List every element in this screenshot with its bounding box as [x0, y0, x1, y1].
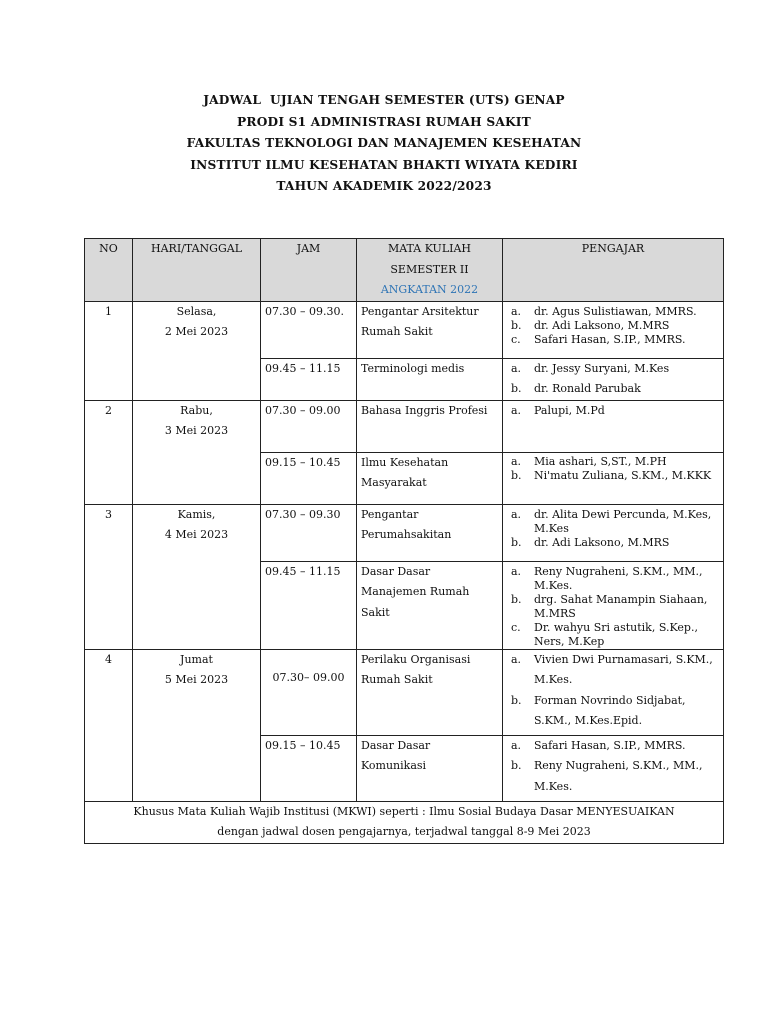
note-line-2: dengan jadwal dosen pengajarnya, terjadwal tanggal 8-9 Mei 2023: [217, 825, 591, 838]
session-teachers: [503, 735, 724, 801]
header-time: JAM: [261, 239, 357, 302]
day-name: Jumat: [180, 652, 213, 666]
row-no: 1: [85, 301, 133, 400]
session-course: Pengantar Arsitektur Rumah Sakit: [357, 301, 503, 358]
list-item: b. Forman Novrindo Sidjabat, S.KM., M.Kes.Epid.: [511, 693, 686, 727]
session-teachers: [503, 561, 724, 649]
session-teachers: [503, 358, 724, 400]
header-course-line-1: MATA KULIAH: [387, 242, 472, 255]
header-course-line-2: SEMESTER II: [390, 262, 469, 276]
note-line-1: Khusus Mata Kuliah Wajib Institusi (MKWI) seperti : Ilmu Sosial Budaya Dasar MENYESUAIKAN: [133, 804, 675, 818]
day-name: Selasa,: [176, 304, 217, 318]
session-course: Dasar Dasar Komunikasi: [357, 735, 503, 801]
list-item: a. dr. Alita Dewi Percunda, M.Kes, M.Kes: [511, 507, 712, 535]
title-line-2: PRODI S1 ADMINISTRASI RUMAH SAKIT: [237, 114, 531, 129]
session-time: 09.15 – 10.45: [261, 452, 357, 504]
header-no: NO: [85, 239, 133, 302]
row-day: [133, 504, 261, 649]
title-line-1: JADWAL UJIAN TENGAH SEMESTER (UTS) GENAP: [203, 93, 565, 107]
row-no: 3: [85, 504, 133, 649]
session-teachers: [503, 400, 724, 452]
day-date: 5 Mei 2023: [164, 673, 229, 686]
list-item: c. Safari Hasan, S.IP., MMRS.: [511, 332, 686, 346]
list-item: b. drg. Sahat Manampin Siahaan, M.MRS: [511, 592, 708, 620]
mkwi-note: [85, 801, 724, 843]
session-time: 07.30 – 09.00: [261, 400, 357, 452]
document-title: [0, 90, 768, 198]
list-item: a. Reny Nugraheni, S.KM., MM., M.Kes.: [511, 564, 703, 592]
day-name: Rabu,: [180, 403, 213, 417]
table-row: [85, 301, 724, 358]
session-course: Perilaku Organisasi Rumah Sakit: [357, 649, 503, 735]
header-course: [357, 239, 503, 302]
header-course-line-3: ANGKATAN 2022: [380, 283, 479, 296]
table-row: [85, 649, 724, 735]
session-course: Ilmu Kesehatan Masyarakat: [357, 452, 503, 504]
list-item: b. dr. Ronald Parubak: [511, 382, 641, 395]
session-teachers: [503, 452, 724, 504]
session-course: Terminologi medis: [357, 358, 503, 400]
list-item: a. Vivien Dwi Purnamasari, S.KM., M.Kes.: [511, 652, 713, 686]
session-teachers: [503, 649, 724, 735]
session-time: 09.45 – 11.15: [261, 561, 357, 649]
table-header-row: [85, 239, 724, 302]
list-item: a. dr. Agus Sulistiawan, MMRS.: [511, 304, 697, 318]
list-item: a. Safari Hasan, S.IP., MMRS.: [511, 738, 686, 752]
row-day: [133, 649, 261, 801]
day-date: 2 Mei 2023: [164, 325, 229, 338]
list-item: b. Reny Nugraheni, S.KM., MM., M.Kes.: [511, 759, 703, 793]
session-time: 07.30 – 09.30: [261, 504, 357, 561]
row-day: [133, 400, 261, 504]
row-no: 2: [85, 400, 133, 504]
title-line-3: FAKULTAS TEKNOLOGI DAN MANAJEMEN KESEHATAN: [186, 136, 582, 150]
table-row: [85, 400, 724, 452]
session-time: 09.45 – 11.15: [261, 358, 357, 400]
title-line-5: TAHUN AKADEMIK 2022/2023: [276, 179, 492, 193]
list-item: a. dr. Jessy Suryani, M.Kes: [511, 361, 670, 375]
session-teachers: [503, 504, 724, 561]
list-item: b. Ni'matu Zuliana, S.KM., M.KKK: [511, 468, 712, 482]
schedule-table: [84, 238, 724, 844]
list-item: b. dr. Adi Laksono, M.MRS: [511, 535, 670, 549]
session-course: Pengantar Perumahsakitan: [357, 504, 503, 561]
session-teachers: [503, 301, 724, 358]
day-name: Kamis,: [177, 507, 216, 521]
session-course: Dasar Dasar Manajemen Rumah Sakit: [357, 561, 503, 649]
session-time: 09.15 – 10.45: [261, 735, 357, 801]
day-date: 3 Mei 2023: [164, 424, 229, 437]
list-item: a. Mia ashari, S,ST., M.PH: [511, 454, 667, 468]
header-day: HARI/TANGGAL: [133, 239, 261, 302]
day-date: 4 Mei 2023: [164, 528, 229, 541]
table-row: [85, 504, 724, 561]
list-item: a. Palupi, M.Pd: [511, 403, 605, 417]
row-day: [133, 301, 261, 400]
title-line-4: INSTITUT ILMU KESEHATAN BHAKTI WIYATA KEDIRI: [190, 157, 578, 172]
row-no: 4: [85, 649, 133, 801]
list-item: c. Dr. wahyu Sri astutik, S.Kep., Ners, M.Kep: [511, 620, 698, 648]
session-time: 07.30 – 09.30.: [261, 301, 357, 358]
list-item: b. dr. Adi Laksono, M.MRS: [511, 318, 670, 332]
schedule-body: [85, 301, 724, 843]
session-time: 07.30– 09.00: [261, 649, 357, 735]
note-row: [85, 801, 724, 843]
header-teacher: PENGAJAR: [503, 239, 724, 302]
session-course: Bahasa Inggris Profesi: [357, 400, 503, 452]
